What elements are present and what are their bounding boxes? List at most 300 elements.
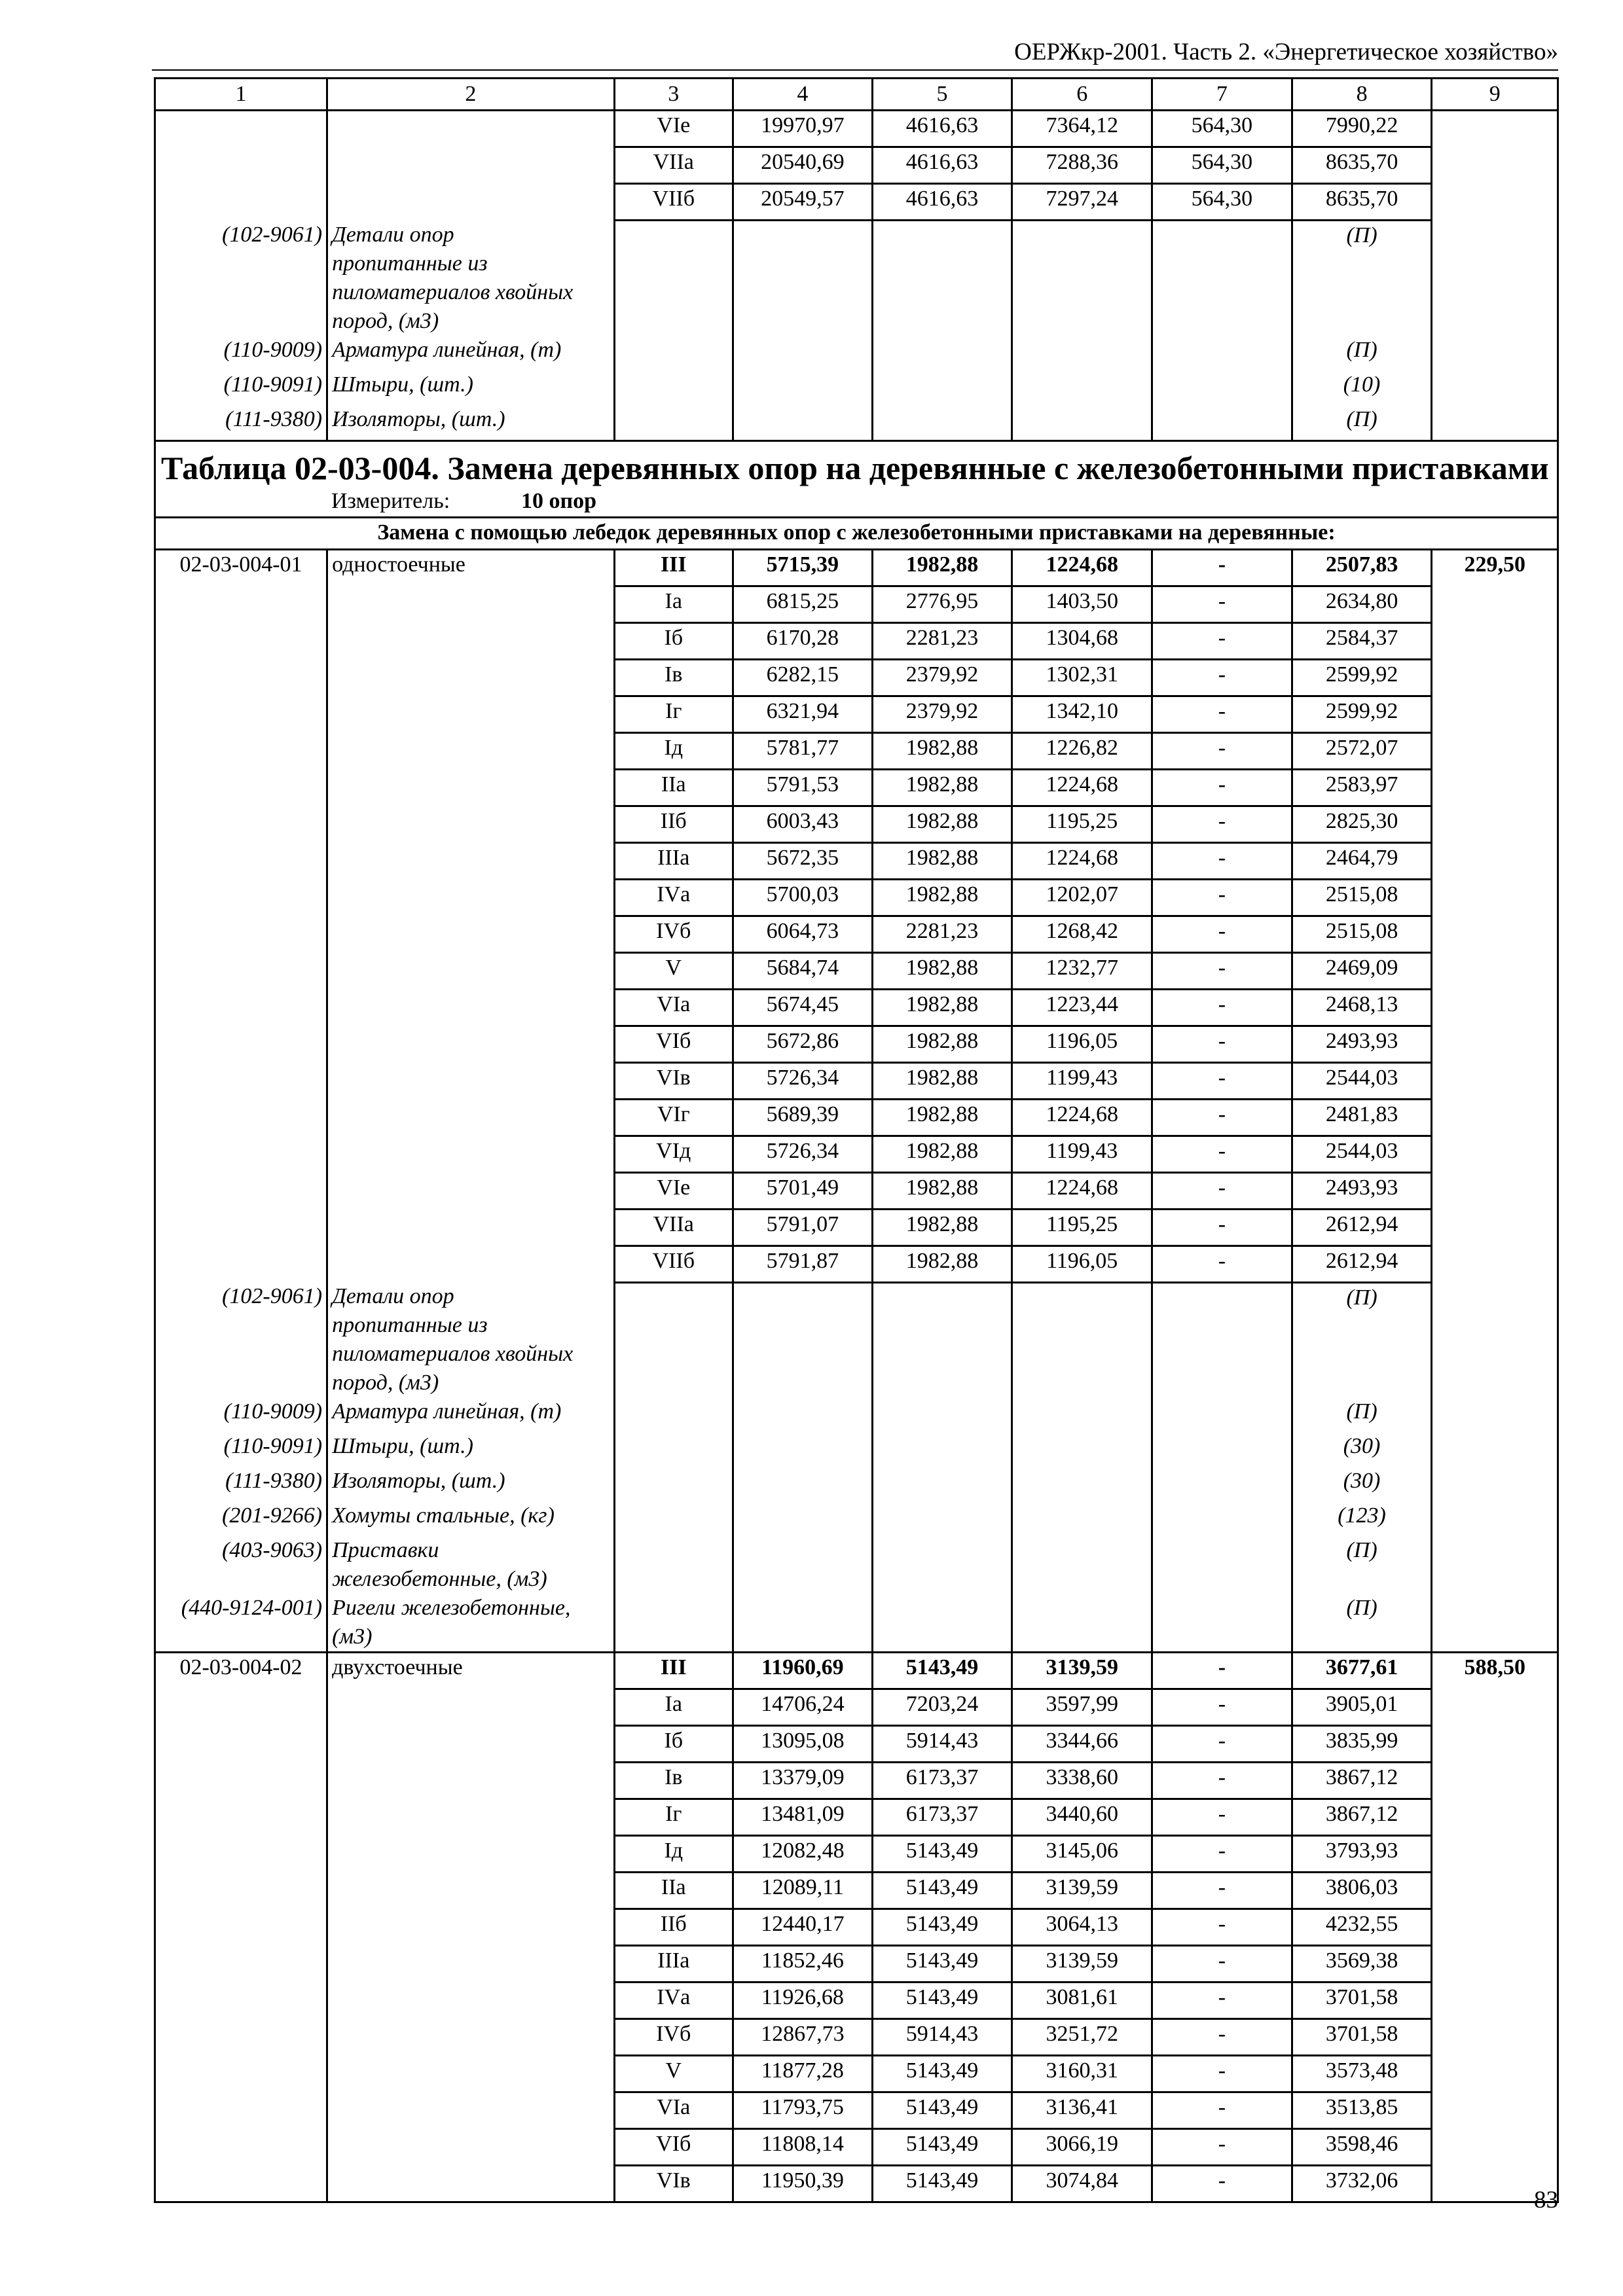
- resource-row: [155, 1799, 1558, 1836]
- value-cell-c4: 13095,08: [733, 1726, 872, 1763]
- value-cell-c7: -: [1152, 769, 1292, 806]
- material-name-line: Штыри, (шт.): [332, 372, 473, 397]
- material-name-line: Детали опор: [332, 1284, 454, 1308]
- value-cell-c7: 564,30: [1152, 184, 1292, 221]
- value-cell-c4: 6064,73: [733, 916, 872, 952]
- value-cell-c4: 5672,86: [733, 1026, 872, 1062]
- value-cell-c4: 19970,97: [733, 111, 872, 147]
- column-number: 6: [1012, 79, 1152, 111]
- resource-row: [155, 1836, 1558, 1873]
- empty-cell: [155, 1099, 327, 1136]
- empty-cell: [872, 1501, 1012, 1536]
- empty-cell: [155, 659, 327, 696]
- value-cell-c7: -: [1152, 1026, 1292, 1062]
- empty-cell: [1012, 405, 1152, 441]
- material-qty: (П): [1292, 1536, 1432, 1594]
- resource-row: [155, 1136, 1558, 1172]
- empty-cell: [327, 147, 614, 184]
- value-cell-c6: 1199,43: [1012, 1136, 1152, 1172]
- resource-row: [155, 1982, 1558, 2019]
- empty-cell: [327, 696, 614, 732]
- resource-row: [155, 1026, 1558, 1062]
- value-cell-c5: 4616,63: [872, 147, 1012, 184]
- material-code: (201-9266): [155, 1501, 327, 1536]
- resource-row: [155, 622, 1558, 659]
- zone-cell: VIа: [614, 989, 733, 1026]
- empty-cell: [1432, 1136, 1558, 1172]
- material-name: [327, 1397, 614, 1432]
- empty-cell: [155, 696, 327, 732]
- value-cell-c6: 3139,59: [1012, 1873, 1152, 1909]
- value-cell-c6: 3597,99: [1012, 1689, 1152, 1726]
- value-cell-c8: 3701,58: [1292, 1982, 1432, 2019]
- empty-cell: [155, 184, 327, 221]
- item-name-cell: двухстоечные: [327, 1653, 614, 1689]
- empty-cell: [1432, 1467, 1558, 1501]
- zone-cell: VIа: [614, 2092, 733, 2129]
- value-cell-c8: 3701,58: [1292, 2019, 1432, 2056]
- value-cell-c7: -: [1152, 916, 1292, 952]
- resource-row: [155, 1246, 1558, 1282]
- material-name: [327, 1432, 614, 1467]
- material-name: [327, 1536, 614, 1594]
- value-cell-c4: 6282,15: [733, 659, 872, 696]
- empty-cell: [733, 1594, 872, 1653]
- empty-cell: [1152, 1397, 1292, 1432]
- empty-cell: [1432, 1982, 1558, 2019]
- value-cell-c6: 7297,24: [1012, 184, 1152, 221]
- empty-cell: [1432, 1209, 1558, 1246]
- material-name: [327, 221, 614, 336]
- empty-cell: [155, 1982, 327, 2019]
- empty-cell: [327, 586, 614, 622]
- resource-row: [155, 2129, 1558, 2166]
- value-cell-c6: 1224,68: [1012, 769, 1152, 806]
- material-name-line: пропитанные из: [332, 251, 488, 276]
- rates-table-body: [155, 79, 1558, 2202]
- zone-cell: IVб: [614, 2019, 733, 2056]
- empty-cell: [1432, 732, 1558, 769]
- material-qty: (П): [1292, 1282, 1432, 1397]
- empty-cell: [155, 879, 327, 916]
- value-cell-c8: 2634,80: [1292, 586, 1432, 622]
- value-cell-c7: -: [1152, 1909, 1292, 1946]
- empty-cell: [614, 221, 733, 336]
- empty-cell: [155, 916, 327, 952]
- empty-cell: [327, 989, 614, 1026]
- value-cell-c6: 3145,06: [1012, 1836, 1152, 1873]
- empty-cell: [327, 1763, 614, 1799]
- empty-cell: [1432, 1873, 1558, 1909]
- empty-cell: [1152, 370, 1292, 405]
- value-cell-c4: 6170,28: [733, 622, 872, 659]
- resource-row: [155, 1172, 1558, 1209]
- empty-cell: [1012, 1432, 1152, 1467]
- empty-cell: [1432, 2092, 1558, 2129]
- value-cell-c8: 3835,99: [1292, 1726, 1432, 1763]
- value-cell-c8: 8635,70: [1292, 147, 1432, 184]
- value-cell-c8: 3598,46: [1292, 2129, 1432, 2166]
- empty-cell: [155, 1209, 327, 1246]
- value-cell-c7: -: [1152, 842, 1292, 879]
- empty-cell: [1152, 1282, 1292, 1397]
- page-number: 83: [1534, 2187, 1558, 2214]
- empty-cell: [614, 1594, 733, 1653]
- resource-row: [155, 952, 1558, 989]
- resource-row: [155, 549, 1558, 586]
- value-cell-c7: -: [1152, 1209, 1292, 1246]
- value-cell-c5: 1982,88: [872, 1062, 1012, 1099]
- value-cell-c8: 3732,06: [1292, 2166, 1432, 2202]
- value-cell-c7: -: [1152, 1062, 1292, 1099]
- resource-row: [155, 1653, 1558, 1689]
- zone-cell: Iб: [614, 622, 733, 659]
- value-cell-c8: 4232,55: [1292, 1909, 1432, 1946]
- material-name: [327, 370, 614, 405]
- empty-cell: [327, 842, 614, 879]
- material-qty: (П): [1292, 1594, 1432, 1653]
- item-name-cell: одностоечные: [327, 549, 614, 586]
- value-cell-c8: 3905,01: [1292, 1689, 1432, 1726]
- value-cell-c4: 12440,17: [733, 1909, 872, 1946]
- value-cell-c6: 1342,10: [1012, 696, 1152, 732]
- material-qty: (П): [1292, 405, 1432, 441]
- zone-cell: IIб: [614, 1909, 733, 1946]
- value-cell-c6: 1304,68: [1012, 622, 1152, 659]
- empty-cell: [614, 1397, 733, 1432]
- empty-cell: [327, 2056, 614, 2092]
- value-cell-c4: 5726,34: [733, 1136, 872, 1172]
- value-cell-c8: 3677,61: [1292, 1653, 1432, 1689]
- value-cell-c8: 3793,93: [1292, 1836, 1432, 1873]
- value-cell-c6: 3081,61: [1012, 1982, 1152, 2019]
- value-cell-c8: 2464,79: [1292, 842, 1432, 879]
- empty-cell: [1012, 221, 1152, 336]
- zone-cell: VIIа: [614, 1209, 733, 1246]
- empty-cell: [327, 1982, 614, 2019]
- empty-cell: [155, 1946, 327, 1982]
- value-cell-c6: 3066,19: [1012, 2129, 1152, 2166]
- material-name-line: Хомуты стальные, (кг): [332, 1503, 555, 1528]
- value-cell-c5: 5143,49: [872, 2092, 1012, 2129]
- material-name-line: железобетонные, (м3): [332, 1567, 547, 1591]
- empty-cell: [327, 1946, 614, 1982]
- value-cell-c7: -: [1152, 549, 1292, 586]
- value-cell-c6: 1196,05: [1012, 1246, 1152, 1282]
- value-cell-c7: -: [1152, 989, 1292, 1026]
- resource-row: [155, 2056, 1558, 2092]
- value-cell-c7: -: [1152, 1763, 1292, 1799]
- meter-cell: [155, 488, 1558, 518]
- rates-table: [154, 77, 1559, 2203]
- value-cell-c8: 7990,22: [1292, 111, 1432, 147]
- material-name: [327, 405, 614, 441]
- empty-cell: [1012, 336, 1152, 370]
- material-qty: (П): [1292, 221, 1432, 336]
- material-code: (102-9061): [155, 1282, 327, 1397]
- value-cell-c4: 20549,57: [733, 184, 872, 221]
- value-cell-c7: -: [1152, 732, 1292, 769]
- value-cell-c4: 5684,74: [733, 952, 872, 989]
- table-title: Таблица 02-03-004. Замена деревянных опор на деревянные с железобетонными приставками: [155, 440, 1558, 488]
- material-row: [155, 405, 1558, 441]
- column-number: 7: [1152, 79, 1292, 111]
- value-cell-c8: 2572,07: [1292, 732, 1432, 769]
- empty-cell: [872, 1397, 1012, 1432]
- empty-cell: [327, 1099, 614, 1136]
- empty-cell: [155, 2019, 327, 2056]
- value-cell-c5: 6173,37: [872, 1763, 1012, 1799]
- empty-cell: [1012, 1501, 1152, 1536]
- value-cell-c5: 1982,88: [872, 842, 1012, 879]
- value-cell-c8: 2612,94: [1292, 1209, 1432, 1246]
- empty-cell: [1432, 1026, 1558, 1062]
- value-cell-c4: 12867,73: [733, 2019, 872, 2056]
- value-cell-c8: 8635,70: [1292, 184, 1432, 221]
- empty-cell: [155, 1909, 327, 1946]
- value-cell-c4: 11793,75: [733, 2092, 872, 2129]
- value-cell-c4: 11852,46: [733, 1946, 872, 1982]
- value-cell-c6: 3338,60: [1012, 1763, 1152, 1799]
- resource-row: [155, 1062, 1558, 1099]
- resource-row: [155, 842, 1558, 879]
- column-number: 9: [1432, 79, 1558, 111]
- empty-cell: [872, 370, 1012, 405]
- resource-row: [155, 659, 1558, 696]
- empty-cell: [872, 336, 1012, 370]
- resource-row: [155, 879, 1558, 916]
- value-cell-c4: 5726,34: [733, 1062, 872, 1099]
- value-cell-c6: 1223,44: [1012, 989, 1152, 1026]
- material-qty: (123): [1292, 1501, 1432, 1536]
- empty-cell: [155, 1136, 327, 1172]
- value-cell-c7: -: [1152, 2092, 1292, 2129]
- empty-cell: [1012, 1536, 1152, 1594]
- resource-row: [155, 1726, 1558, 1763]
- empty-cell: [327, 1799, 614, 1836]
- empty-cell: [327, 659, 614, 696]
- material-name: [327, 1467, 614, 1501]
- empty-cell: [1432, 221, 1558, 336]
- value-cell-c6: 3139,59: [1012, 1946, 1152, 1982]
- value-cell-c5: 1982,88: [872, 1026, 1012, 1062]
- value-cell-c4: 5781,77: [733, 732, 872, 769]
- material-qty: (30): [1292, 1467, 1432, 1501]
- column-number-row: [155, 79, 1558, 111]
- value-cell-c8: 2493,93: [1292, 1026, 1432, 1062]
- empty-cell: [155, 1799, 327, 1836]
- value-cell-c7: -: [1152, 622, 1292, 659]
- material-name-line: Арматура линейная, (т): [332, 1399, 562, 1424]
- value-cell-c7: -: [1152, 1873, 1292, 1909]
- value-cell-c4: 11950,39: [733, 2166, 872, 2202]
- material-name: [327, 1282, 614, 1397]
- zone-cell: Iв: [614, 1763, 733, 1799]
- empty-cell: [733, 405, 872, 441]
- value-cell-c4: 5791,07: [733, 1209, 872, 1246]
- value-cell-c4: 11926,68: [733, 1982, 872, 2019]
- material-row: [155, 221, 1558, 336]
- empty-cell: [872, 405, 1012, 441]
- column-number: 2: [327, 79, 614, 111]
- value-cell-c8: 2825,30: [1292, 806, 1432, 842]
- value-cell-c7: -: [1152, 1836, 1292, 1873]
- resource-row: [155, 1763, 1558, 1799]
- value-cell-c5: 2281,23: [872, 916, 1012, 952]
- zone-cell: VIг: [614, 1099, 733, 1136]
- empty-cell: [155, 952, 327, 989]
- empty-cell: [155, 989, 327, 1026]
- empty-cell: [1152, 1432, 1292, 1467]
- zone-cell: VIе: [614, 1172, 733, 1209]
- empty-cell: [327, 1836, 614, 1873]
- empty-cell: [1432, 1536, 1558, 1594]
- zone-cell: VIб: [614, 1026, 733, 1062]
- resource-row: [155, 111, 1558, 147]
- material-row: [155, 1282, 1558, 1397]
- value-cell-c5: 1982,88: [872, 1246, 1012, 1282]
- empty-cell: [1432, 1397, 1558, 1432]
- value-cell-c6: 3160,31: [1012, 2056, 1152, 2092]
- material-name-line: пиломатериалов хвойных: [332, 1342, 574, 1366]
- zone-cell: VIIб: [614, 184, 733, 221]
- empty-cell: [327, 2019, 614, 2056]
- header-rule: [152, 69, 1558, 71]
- material-row: [155, 1432, 1558, 1467]
- value-cell-c6: 1224,68: [1012, 1172, 1152, 1209]
- empty-cell: [1432, 806, 1558, 842]
- empty-cell: [1152, 1501, 1292, 1536]
- value-cell-c5: 5143,49: [872, 2056, 1012, 2092]
- zone-cell: IIб: [614, 806, 733, 842]
- empty-cell: [1432, 1836, 1558, 1873]
- empty-cell: [614, 1432, 733, 1467]
- zone-cell: IIа: [614, 769, 733, 806]
- empty-cell: [1012, 1397, 1152, 1432]
- empty-cell: [327, 916, 614, 952]
- value-cell-c7: -: [1152, 1246, 1292, 1282]
- empty-cell: [1012, 1467, 1152, 1501]
- value-cell-c5: 4616,63: [872, 184, 1012, 221]
- value-cell-c4: 13379,09: [733, 1763, 872, 1799]
- material-qty: (10): [1292, 370, 1432, 405]
- value-cell-c4: 12082,48: [733, 1836, 872, 1873]
- empty-cell: [1152, 405, 1292, 441]
- value-cell-c8: 3867,12: [1292, 1799, 1432, 1836]
- empty-cell: [1432, 1172, 1558, 1209]
- value-cell-c4: 5701,49: [733, 1172, 872, 1209]
- material-code: (110-9091): [155, 1432, 327, 1467]
- material-name: [327, 1594, 614, 1653]
- empty-cell: [1152, 336, 1292, 370]
- zone-cell: Iд: [614, 1836, 733, 1873]
- empty-cell: [1432, 989, 1558, 1026]
- value-cell-c8: 2507,83: [1292, 549, 1432, 586]
- value-cell-c6: 1232,77: [1012, 952, 1152, 989]
- empty-cell: [155, 1726, 327, 1763]
- meter-row: [155, 488, 1558, 518]
- material-code: (111-9380): [155, 1467, 327, 1501]
- resource-row: [155, 1873, 1558, 1909]
- empty-cell: [614, 370, 733, 405]
- empty-cell: [1432, 622, 1558, 659]
- value-cell-c5: 1982,88: [872, 1172, 1012, 1209]
- resource-row: [155, 696, 1558, 732]
- value-cell-c7: -: [1152, 2056, 1292, 2092]
- empty-cell: [327, 732, 614, 769]
- value-cell-c4: 5715,39: [733, 549, 872, 586]
- empty-cell: [1152, 1467, 1292, 1501]
- resource-row: [155, 2092, 1558, 2129]
- resource-row: [155, 184, 1558, 221]
- empty-cell: [1432, 586, 1558, 622]
- material-row: [155, 1594, 1558, 1653]
- empty-cell: [1432, 769, 1558, 806]
- material-name-line: пород, (м3): [332, 308, 439, 333]
- empty-cell: [155, 769, 327, 806]
- value-cell-c5: 5143,49: [872, 1836, 1012, 1873]
- empty-cell: [1432, 370, 1558, 405]
- material-code: (110-9091): [155, 370, 327, 405]
- column-number: 1: [155, 79, 327, 111]
- value-cell-c8: 3806,03: [1292, 1873, 1432, 1909]
- empty-cell: [1432, 1062, 1558, 1099]
- empty-cell: [1432, 1099, 1558, 1136]
- material-row: [155, 1397, 1558, 1432]
- value-cell-c6: 1195,25: [1012, 1209, 1152, 1246]
- empty-cell: [1432, 879, 1558, 916]
- zone-cell: IVа: [614, 1982, 733, 2019]
- material-name-line: пиломатериалов хвойных: [332, 279, 574, 304]
- value-cell-c4: 5791,87: [733, 1246, 872, 1282]
- value-cell-c6: 1196,05: [1012, 1026, 1152, 1062]
- resource-row: [155, 1689, 1558, 1726]
- zone-cell: V: [614, 2056, 733, 2092]
- zone-cell: Iв: [614, 659, 733, 696]
- empty-cell: [872, 1432, 1012, 1467]
- resource-row: [155, 1946, 1558, 1982]
- material-name-line: Детали опор: [332, 222, 454, 247]
- empty-cell: [1432, 1946, 1558, 1982]
- value-cell-c7: -: [1152, 2166, 1292, 2202]
- resource-row: [155, 147, 1558, 184]
- empty-cell: [327, 1062, 614, 1099]
- item-code-cell: 02-03-004-02: [155, 1653, 327, 1689]
- value-cell-c8: 2468,13: [1292, 989, 1432, 1026]
- value-cell-c6: 7288,36: [1012, 147, 1152, 184]
- value-cell-c6: 3139,59: [1012, 1653, 1152, 1689]
- value-cell-c7: -: [1152, 806, 1292, 842]
- resource-row: [155, 989, 1558, 1026]
- resource-row: [155, 732, 1558, 769]
- value-cell-c7: -: [1152, 879, 1292, 916]
- empty-cell: [155, 1062, 327, 1099]
- value-cell-c6: 3251,72: [1012, 2019, 1152, 2056]
- value-cell-c5: 5143,49: [872, 2129, 1012, 2166]
- material-row: [155, 1501, 1558, 1536]
- empty-cell: [155, 1836, 327, 1873]
- empty-cell: [327, 622, 614, 659]
- empty-cell: [1432, 2056, 1558, 2092]
- value-cell-c8: 2544,03: [1292, 1136, 1432, 1172]
- resource-row: [155, 586, 1558, 622]
- empty-cell: [1432, 184, 1558, 221]
- value-cell-c6: 1403,50: [1012, 586, 1152, 622]
- empty-cell: [327, 1726, 614, 1763]
- empty-cell: [155, 1763, 327, 1799]
- value-cell-c6: 1199,43: [1012, 1062, 1152, 1099]
- empty-cell: [155, 147, 327, 184]
